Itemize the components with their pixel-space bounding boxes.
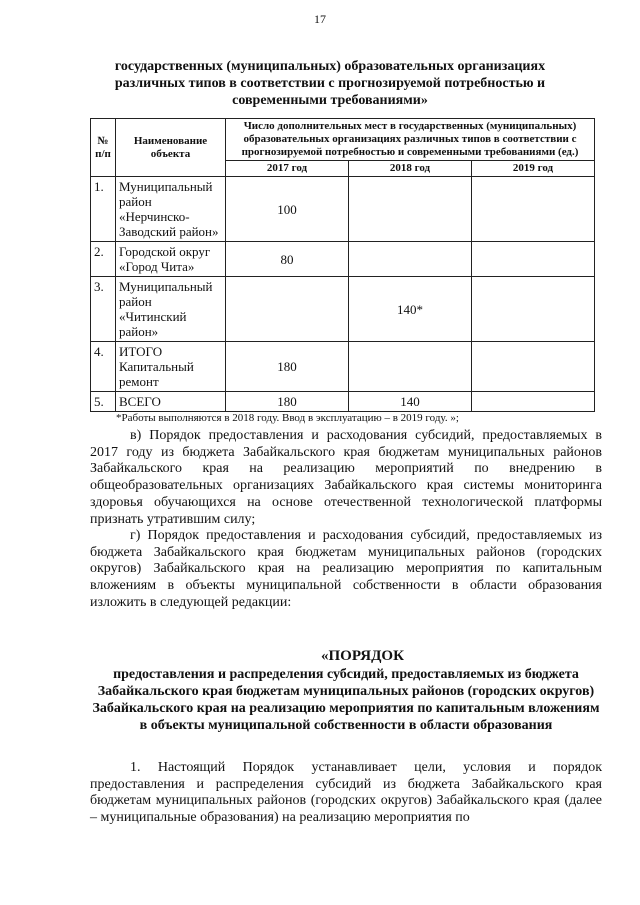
- order-subtitle: предоставления и распределения субсидий, предоставляемых из бюджета Забайкальского края бюджетам муниципальных районов (городских округов) Забайкальского края на реализацию мероприятия по капитальным вложениям в объекты муниципальной собственности в области образования: [92, 667, 600, 733]
- row-name: Муниципальный район «Читинский район»: [116, 277, 226, 342]
- row-2018: 140: [349, 392, 472, 412]
- row-2018: [349, 177, 472, 242]
- table-row: [91, 177, 595, 242]
- table-footnote: *Работы выполняются в 2018 году. Ввод в эксплуатацию – в 2019 году. »;: [116, 412, 459, 424]
- row-name: Городской округ «Город Чита»: [116, 242, 226, 277]
- header-object-name: Наименование объекта: [116, 119, 226, 177]
- row-name: Муниципальный район «Нерчинско-Заводский район»: [116, 177, 226, 242]
- row-number: 2.: [91, 242, 116, 277]
- row-2018: 140*: [349, 277, 472, 342]
- row-2019: [472, 177, 595, 242]
- header-year-2018: 2018 год: [349, 161, 472, 177]
- header-number: № п/п: [91, 119, 116, 177]
- row-2019: [472, 242, 595, 277]
- row-2018: [349, 242, 472, 277]
- table-row: [91, 392, 595, 412]
- paragraph-g: г) Порядок предоставления и расходования субсидий, предоставляемых из бюджета Забайкальского края бюджетам муниципальных районов (городских округов) Забайкальского края на реализацию мероприятия по капитальным вложениям в объекты муниципальной собственности в области образования изложить в следующей редакции:: [90, 528, 602, 610]
- row-number: 3.: [91, 277, 116, 342]
- paragraph-1: 1. Настоящий Порядок устанавливает цели, условия и порядок предоставления и распределения субсидий из бюджета Забайкальского края бюджетам муниципальных районов (городских округов) Забайкальского края (далее – муниципальные образования) на реализацию мероприятия по: [90, 760, 602, 826]
- paragraph-v: в) Порядок предоставления и расходования субсидий, предоставляемых в 2017 году из бюджета Забайкальского края бюджетам муниципальных районов Забайкальского края на реализацию мероприятий по внедрению в общеобразовательных организациях Забайкальского края системы мониторинга здоровья обучающихся на основе отечественной технологической платформы признать утратившим силу;: [90, 428, 602, 527]
- row-2019: [472, 277, 595, 342]
- header-year-2017: 2017 год: [226, 161, 349, 177]
- row-2017: 100: [226, 177, 349, 242]
- table-header-row: [91, 119, 595, 161]
- row-2017: 180: [226, 392, 349, 412]
- row-2019: [472, 392, 595, 412]
- row-number: 4.: [91, 342, 116, 392]
- row-number: 5.: [91, 392, 116, 412]
- table-row: [91, 277, 595, 342]
- page-number: 17: [314, 12, 326, 26]
- table-row: [91, 242, 595, 277]
- header-seat-count: Число дополнительных мест в государственных (муниципальных) образовательных организациях различных типов в соответствии с прогнозируемой потребностью и современными требованиями (ед.): [226, 119, 595, 161]
- row-name: ВСЕГО: [116, 392, 226, 412]
- row-number: 1.: [91, 177, 116, 242]
- row-2018: [349, 342, 472, 392]
- row-2017: [226, 277, 349, 342]
- row-name: ИТОГО Капитальный ремонт: [116, 342, 226, 392]
- order-title: «ПОРЯДОК: [321, 648, 404, 664]
- section-heading: государственных (муниципальных) образовательных организациях различных типов в соответствии с прогнозируемой потребностью и современными требованиями»: [114, 59, 546, 108]
- row-2017: 180: [226, 342, 349, 392]
- header-year-2019: 2019 год: [472, 161, 595, 177]
- row-2019: [472, 342, 595, 392]
- table-row: [91, 342, 595, 392]
- seats-table: [90, 118, 595, 412]
- row-2017: 80: [226, 242, 349, 277]
